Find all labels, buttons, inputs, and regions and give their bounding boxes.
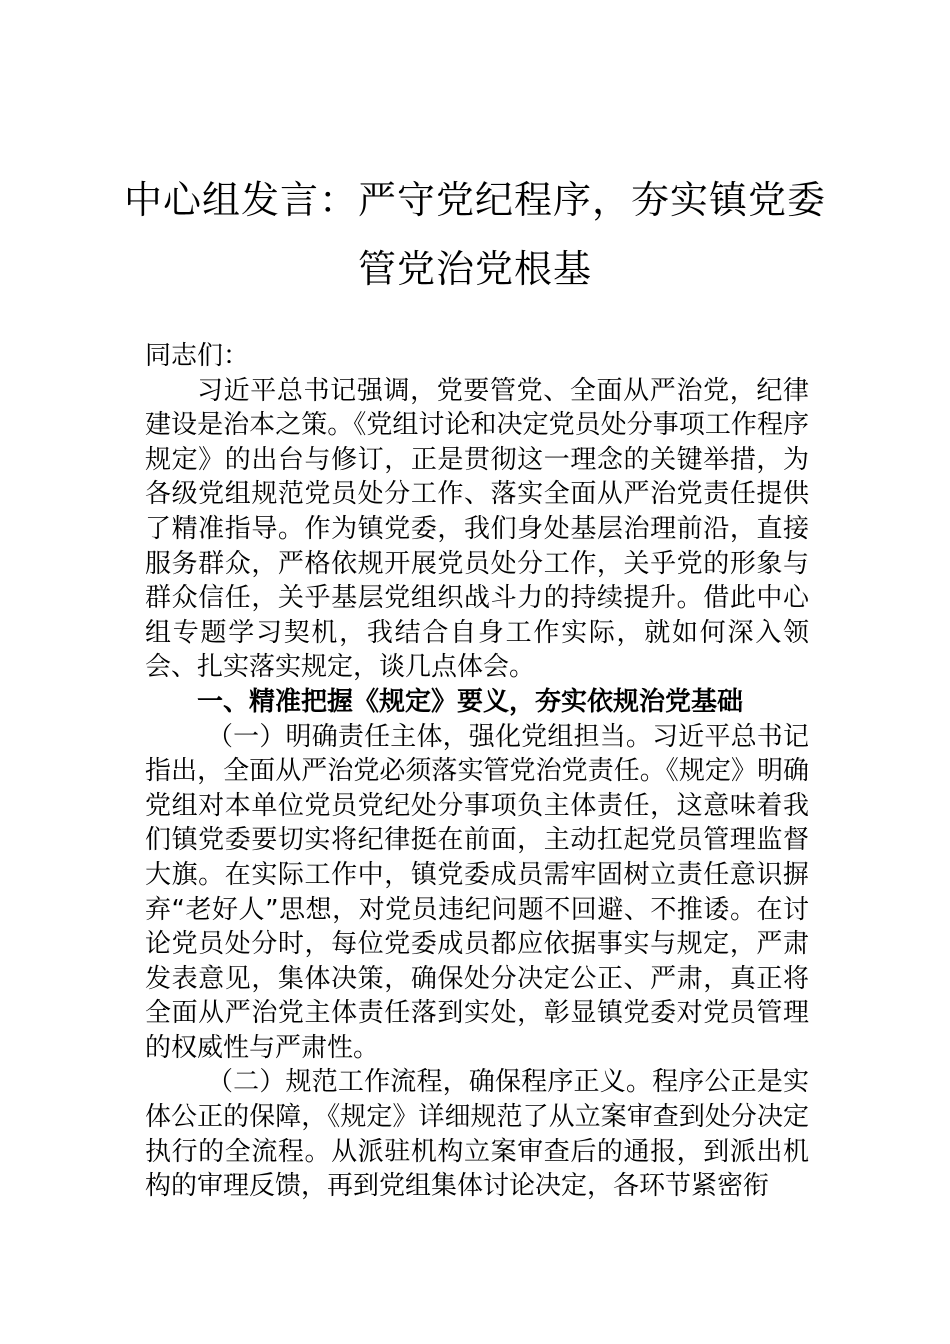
document-title-line1: 中心组发言：严守党纪程序，夯实镇党委	[123, 178, 826, 222]
paragraph-section-1-1: （一）明确责任主体，强化党组担当。习近平总书记指出，全面从严治党必须落实管党治党责任。《规定》明确党组对本单位党员党纪处分事项负主体责任，这意味着我们镇党委要切实将纪律挺在前面，主动扛起党员管理监督大旗。在实际工作中，镇党委成员需牢固树立责任意识摒弃“老好人”思想，对党员违纪问题不回避、不推诿。在讨论党员处分时，每位党委成员都应依据事实与规定，严肃发表意见，集体决策，确保处分决定公正、严肃，真正将全面从严治党主体责任落到实处，彰显镇党委对党员管理的权威性与严肃性。	[145, 721, 809, 1063]
document-body	[145, 339, 809, 1204]
paragraph-intro: 习近平总书记强调，党要管党、全面从严治党，纪律建设是治本之策。《党组讨论和决定党员处分事项工作程序规定》的出台与修订，正是贯彻这一理念的关键举措，为各级党组规范党员处分工作、落实全面从严治党责任提供了精准指导。作为镇党委，我们身处基层治理前沿，直接服务群众，严格依规开展党员处分工作，关乎党的形象与群众信任，关乎基层党组织战斗力的持续提升。借此中心组专题学习契机，我结合自身工作实际，就如何深入领会、扎实落实规定，谈几点体会。	[145, 375, 809, 683]
paragraph-section-1-2: （二）规范工作流程，确保程序正义。程序公正是实体公正的保障，《规定》详细规范了从立案审查到处分决定执行的全流程。从派驻机构立案审查后的通报，到派出机构的审理反馈，再到党组集体讨论决定，各环节紧密衔	[145, 1067, 809, 1202]
section-heading-1: 一、精准把握《规定》要义，夯实依规治党基础	[197, 686, 744, 717]
salutation: 同志们：	[145, 341, 250, 371]
document-title-line2: 管党治党根基	[357, 247, 592, 291]
